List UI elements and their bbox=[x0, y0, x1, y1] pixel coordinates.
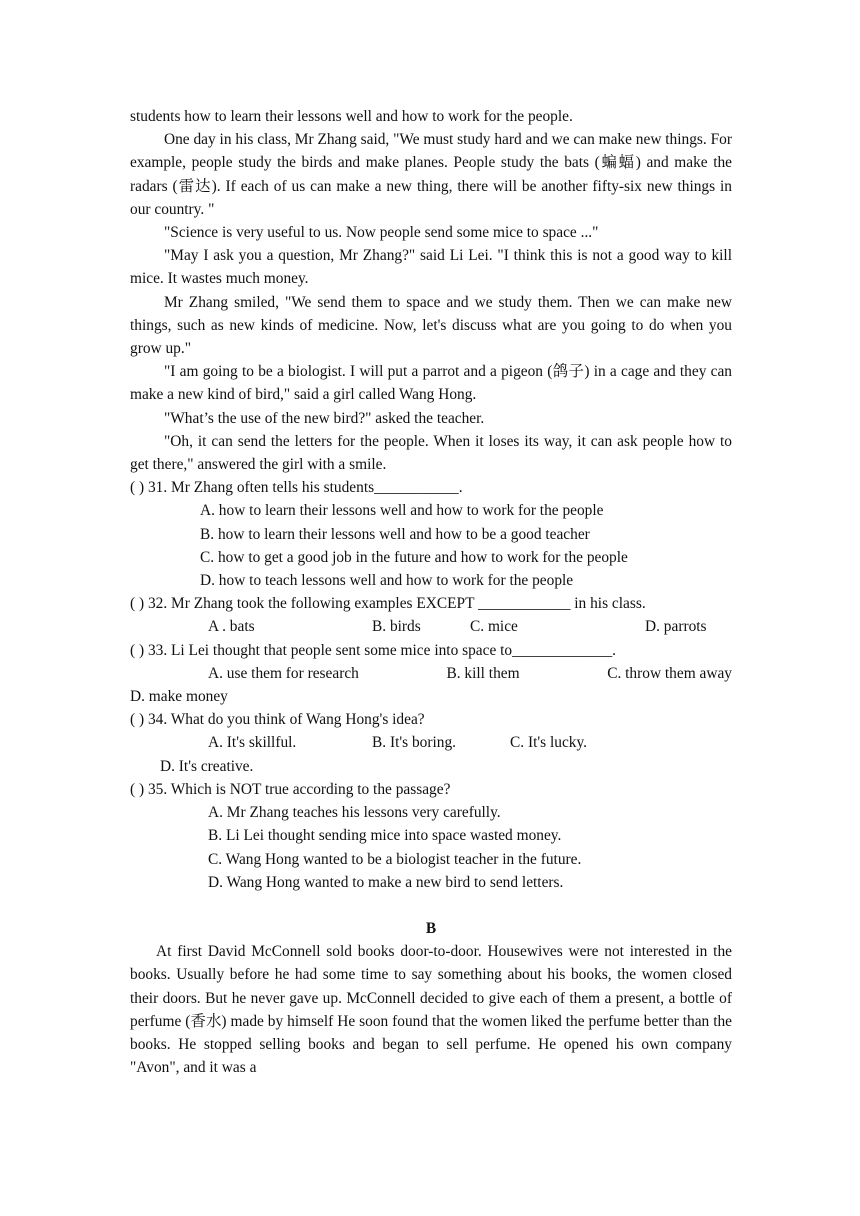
passage-b-paragraph: At first David McConnell sold books door-to-door. Housewives were not interested in the books. Usually before he had some time to say something about his books, the women closed their doors. But he never gave up. McConnell decided to give each of them a present, a bottle of perfume (香水) made by himself He soon found that the women liked the perfume better than the books. He stopped selling books and began to sell perfume. He opened his own company "Avon", and it was a bbox=[130, 943, 732, 1077]
question-31-option-c: C. how to get a good job in the future and how to work for the people bbox=[200, 548, 628, 566]
question-33-option-c: C. throw them away bbox=[607, 664, 732, 682]
passage-a-paragraph: "May I ask you a question, Mr Zhang?" said Li Lei. "I think this is not a good way to kill mice. It wastes much money. bbox=[130, 247, 732, 288]
question-35-option-a: A. Mr Zhang teaches his lessons very carefully. bbox=[208, 804, 501, 822]
question-31-option-a: A. how to learn their lessons well and how to work for the people bbox=[200, 502, 604, 520]
passage-a-paragraph: "Oh, it can send the letters for the people. When it loses its way, it can ask people how to get there," answered the girl with a smile. bbox=[130, 432, 732, 474]
document-page bbox=[130, 105, 732, 1079]
question-32-stem: ( ) 32. Mr Zhang took the following examples EXCEPT ____________ in his class. bbox=[130, 595, 646, 613]
section-gap bbox=[130, 894, 732, 917]
question-32-option-d: D. parrots bbox=[645, 618, 707, 636]
question-35-option-b: B. Li Lei thought sending mice into space wasted money. bbox=[208, 827, 562, 845]
question-33-stem: ( ) 33. Li Lei thought that people sent some mice into space to_____________. bbox=[130, 641, 616, 659]
section-b-title: B bbox=[425, 919, 437, 937]
question-34-option-b: B. It's boring. bbox=[372, 734, 457, 752]
question-32-option-a: A . bats bbox=[208, 618, 255, 636]
question-35-option-d: D. Wang Hong wanted to make a new bird to send letters. bbox=[208, 873, 564, 891]
question-35-stem: ( ) 35. Which is NOT true according to the passage? bbox=[130, 780, 451, 798]
question-34-option-a: A. It's skillful. bbox=[208, 734, 297, 752]
question-31-option-b: B. how to learn their lessons well and how to be a good teacher bbox=[200, 525, 590, 543]
question-34-option-d: D. It's creative. bbox=[160, 757, 254, 775]
question-31-stem: ( ) 31. Mr Zhang often tells his students___________. bbox=[130, 479, 463, 497]
passage-a-paragraph: "I am going to be a biologist. I will put a parrot and a pigeon (鸽子) in a cage and they can make a new kind of bird," said a girl called Wang Hong. bbox=[130, 363, 732, 404]
question-33-option-d: D. make money bbox=[130, 688, 228, 706]
question-34-stem: ( ) 34. What do you think of Wang Hong's idea? bbox=[130, 711, 425, 729]
question-31-option-d: D. how to teach lessons well and how to work for the people bbox=[200, 572, 574, 590]
question-33-option-b: B. kill them bbox=[446, 664, 520, 682]
question-34-options bbox=[130, 731, 732, 754]
passage-a-paragraph: students how to learn their lessons well and how to work for the people. bbox=[130, 108, 573, 125]
passage-a-paragraph: "Science is very useful to us. Now people send some mice to space ..." bbox=[164, 224, 599, 242]
question-32-option-c: C. mice bbox=[470, 618, 518, 636]
passage-a-paragraph: Mr Zhang smiled, "We send them to space and we study them. Then we can make new things, such as new kinds of medicine. Now, let's discuss what are you going to do when you grow up." bbox=[130, 293, 732, 358]
question-35-option-c: C. Wang Hong wanted to be a biologist teacher in the future. bbox=[208, 850, 582, 868]
passage-a-paragraph: "What’s the use of the new bird?" asked the teacher. bbox=[164, 409, 485, 427]
question-33-options-row bbox=[130, 662, 732, 685]
question-33-option-a: A. use them for research bbox=[208, 664, 359, 682]
question-32-option-b: B. birds bbox=[372, 618, 421, 636]
question-32-options bbox=[130, 615, 732, 638]
passage-a-paragraph: One day in his class, Mr Zhang said, "We must study hard and we can make new things. For example, people study the birds and make planes. People study the bats (蝙蝠) and make the radars (雷达). If each of us can make a new thing, there will be another fifty-six new things in our country. " bbox=[130, 131, 732, 218]
question-34-option-c: C. It's lucky. bbox=[510, 734, 588, 752]
